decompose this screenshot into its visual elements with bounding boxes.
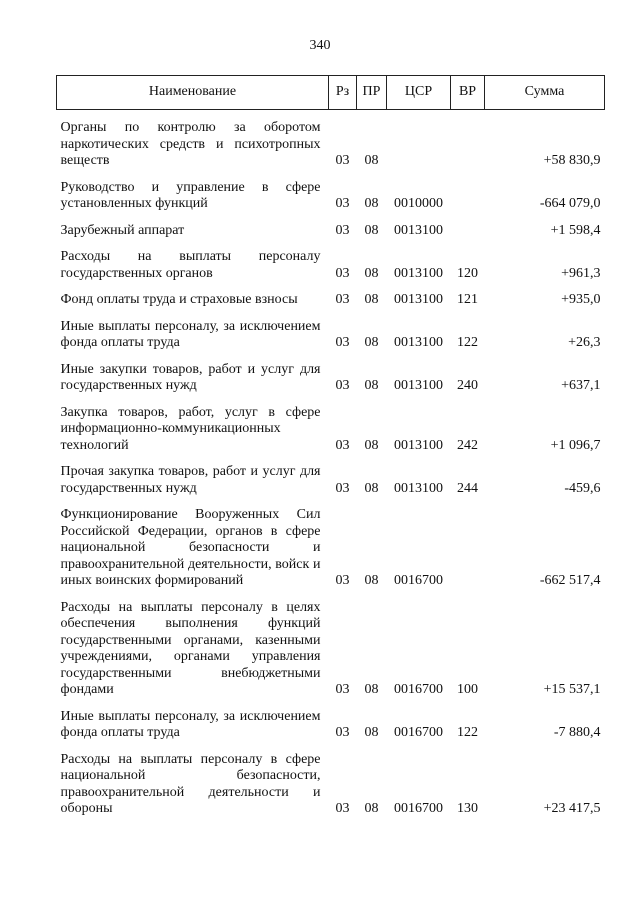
row-rz: 03 — [335, 378, 350, 393]
header-vr: ВР — [451, 76, 485, 110]
page-number: 340 — [309, 38, 331, 53]
row-sum: -7 880,4 — [553, 725, 601, 740]
row-sum: +23 417,5 — [543, 801, 601, 816]
row-name: Функционирование Вооруженных Сил Российской Федерации, органов в сфере национальной безопасности и правоохранительной деятельности, войск и иных воинских формирований — [60, 507, 321, 588]
row-csr: 0016700 — [394, 725, 443, 740]
table-row — [57, 217, 605, 244]
header-csr: ЦСР — [387, 76, 451, 110]
row-csr: 0013100 — [394, 480, 443, 496]
row-csr: 0013100 — [394, 378, 443, 393]
row-vr: 120 — [457, 265, 478, 281]
row-csr: 0013100 — [394, 292, 443, 307]
row-vr: 122 — [457, 335, 478, 350]
row-sum: +935,0 — [561, 292, 601, 307]
row-name: Иные выплаты персоналу, за исключением фонда оплаты труда — [60, 318, 321, 350]
row-rz: 03 — [335, 480, 350, 496]
row-vr: 242 — [457, 437, 478, 453]
row-sum: +1 598,4 — [550, 222, 601, 238]
row-vr: 244 — [457, 480, 478, 496]
row-rz: 03 — [335, 265, 350, 281]
row-sum: +961,3 — [561, 265, 601, 281]
table-header — [57, 76, 605, 110]
table-row — [57, 458, 605, 501]
row-csr — [387, 110, 451, 174]
row-sum: -664 079,0 — [539, 196, 601, 211]
row-sum: +15 537,1 — [543, 682, 601, 697]
row-name: Расходы на выплаты персоналу в целях обеспечения выполнения функций государственными органами, казенными учреждениями, органами управления государственными внебюджетными фондами — [60, 599, 321, 697]
table-body — [57, 110, 605, 822]
row-name: Органы по контролю за оборотом наркотических средств и психотропных веществ — [60, 120, 321, 168]
row-name: Фонд оплаты труда и страховые взносы — [60, 292, 298, 307]
row-vr — [451, 174, 485, 217]
table-row — [57, 399, 605, 459]
row-vr: 130 — [457, 801, 478, 816]
row-rz: 03 — [335, 682, 350, 697]
row-sum: +26,3 — [568, 335, 601, 350]
row-csr: 0013100 — [394, 335, 443, 350]
row-pr: 08 — [364, 437, 379, 453]
row-csr: 0016700 — [394, 573, 443, 588]
row-rz: 03 — [335, 292, 350, 307]
row-vr: 121 — [457, 292, 478, 307]
table-row — [57, 110, 605, 174]
row-name: Иные выплаты персоналу, за исключением фонда оплаты труда — [60, 708, 321, 740]
header-row — [57, 76, 605, 110]
row-sum: +637,1 — [561, 378, 601, 393]
header-name: Наименование — [57, 76, 329, 110]
row-csr: 0016700 — [394, 801, 443, 816]
table-row — [57, 356, 605, 399]
table-row — [57, 594, 605, 703]
row-pr: 08 — [364, 378, 379, 393]
row-pr: 08 — [364, 153, 379, 168]
row-csr: 0010000 — [394, 196, 443, 211]
row-name: Руководство и управление в сфере установленных функций — [60, 179, 321, 211]
row-pr: 08 — [364, 196, 379, 211]
row-name: Закупка товаров, работ, услуг в сфере информационно-коммуникационных технологий — [60, 404, 321, 453]
row-sum: -662 517,4 — [539, 573, 601, 588]
row-rz: 03 — [335, 573, 350, 588]
row-pr: 08 — [364, 725, 379, 740]
row-pr: 08 — [364, 292, 379, 307]
row-name: Прочая закупка товаров, работ и услуг для государственных нужд — [60, 464, 321, 496]
budget-table — [56, 75, 605, 822]
table-row — [57, 286, 605, 313]
row-pr: 08 — [364, 335, 379, 350]
header-rz: Рз — [329, 76, 357, 110]
row-vr: 100 — [457, 682, 478, 697]
row-rz: 03 — [335, 725, 350, 740]
row-pr: 08 — [364, 801, 379, 816]
row-vr — [451, 501, 485, 594]
table-row — [57, 746, 605, 822]
row-name: Зарубежный аппарат — [60, 222, 185, 238]
row-csr: 0013100 — [394, 222, 443, 238]
row-vr — [451, 110, 485, 174]
row-name: Иные закупки товаров, работ и услуг для государственных нужд — [60, 361, 321, 393]
row-rz: 03 — [335, 335, 350, 350]
row-csr: 0013100 — [394, 265, 443, 281]
header-sum: Сумма — [485, 76, 605, 110]
row-vr: 240 — [457, 378, 478, 393]
row-pr: 08 — [364, 222, 379, 238]
table-row — [57, 703, 605, 746]
table-row — [57, 313, 605, 356]
table-row — [57, 243, 605, 286]
row-sum: +1 096,7 — [550, 437, 601, 453]
row-pr: 08 — [364, 480, 379, 496]
row-pr: 08 — [364, 682, 379, 697]
row-rz: 03 — [335, 801, 350, 816]
row-rz: 03 — [335, 153, 350, 168]
row-name: Расходы на выплаты персоналу государственных органов — [60, 249, 321, 281]
row-pr: 08 — [364, 573, 379, 588]
row-vr: 122 — [457, 725, 478, 740]
row-csr: 0013100 — [394, 437, 443, 453]
table-row — [57, 174, 605, 217]
row-sum: +58 830,9 — [543, 153, 601, 168]
row-pr: 08 — [364, 265, 379, 281]
header-pr: ПР — [357, 76, 387, 110]
row-csr: 0016700 — [394, 682, 443, 697]
row-rz: 03 — [335, 222, 350, 238]
row-rz: 03 — [335, 196, 350, 211]
row-vr — [451, 217, 485, 244]
row-rz: 03 — [335, 437, 350, 453]
table-row — [57, 501, 605, 594]
row-name: Расходы на выплаты персоналу в сфере национальной безопасности, правоохранительной деятельности и обороны — [60, 751, 321, 816]
row-sum: -459,6 — [564, 480, 601, 496]
